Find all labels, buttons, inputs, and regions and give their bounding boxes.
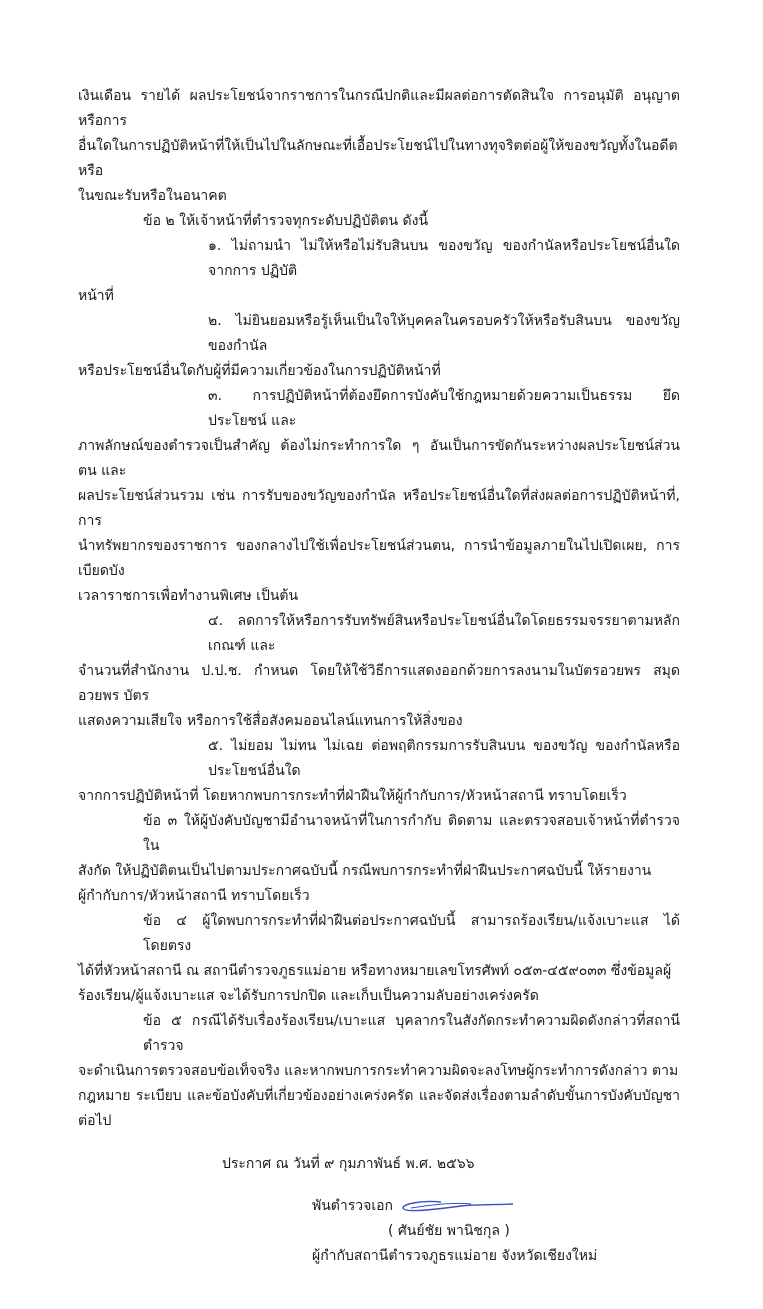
signatory-position: ผู้กำกับสถานีตำรวจภูธรแม่อาย จังหวัดเชียงใหม่ bbox=[312, 1248, 598, 1264]
body-line: ๕. ไม่ยอม ไม่ทน ไม่เฉย ต่อพฤติกรรมการรับสินบน ของขวัญ ของกำนัลหรือประโยชน์อื่นใด bbox=[208, 738, 680, 779]
body-line: อื่นใดในการปฏิบัติหน้าที่ให้เป็นไปในลักษณะที่เอื้อประโยชน์ไปในทางทุจริตต่อผู้ให้ของขวัญทั้งในอดีตหรือ bbox=[78, 138, 678, 179]
body-line: ได้ที่หัวหน้าสถานี ณ สถานีตำรวจภูธรแม่อาย หรือทางหมายเลขโทรศัพท์ ๐๕๓-๔๕๙๐๓๓ ซึ่งข้อมูลผู้ bbox=[78, 963, 672, 979]
body-line: ร้องเรียน/ผู้แจ้งเบาะแส จะได้รับการปกปิด และเก็บเป็นความลับอย่างเคร่งครัด bbox=[78, 988, 539, 1004]
body-line: หน้าที่ bbox=[78, 288, 114, 304]
body-line: ภาพลักษณ์ของตำรวจเป็นสำคัญ ต้องไม่กระทำการใด ๆ อันเป็นการขัดกันระหว่างผลประโยชน์ส่วนตน และ bbox=[78, 438, 680, 479]
body-line: จะดำเนินการตรวจสอบข้อเท็จจริง และหากพบการกระทำความผิดจะลงโทษผู้กระทำการดังกล่าว ตาม bbox=[78, 1063, 679, 1079]
body-line: ๔. ลดการให้หรือการรับทรัพย์สินหรือประโยชน์อื่นใดโดยธรรมจรรยาตามหลักเกณฑ์ และ bbox=[208, 613, 680, 654]
document-body bbox=[78, 84, 680, 1134]
body-line: เงินเดือน รายได้ ผลประโยชน์จากราชการในกรณีปกติและมีผลต่อการตัดสินใจ การอนุมัติ อนุญาต หรือการ bbox=[78, 88, 680, 129]
body-line: ผู้กำกับการ/หัวหน้าสถานี ทราบโดยเร็ว bbox=[78, 888, 310, 904]
announcement-date: ประกาศ ณ วันที่ ๙ กุมภาพันธ์ พ.ศ. ๒๕๖๖ bbox=[222, 1156, 475, 1172]
body-line: ข้อ ๕ กรณีได้รับเรื่องร้องเรียน/เบาะแส บุคลากรในสังกัดกระทำความผิดดังกล่าวที่สถานีตำรวจ bbox=[143, 1013, 680, 1054]
signature-block bbox=[78, 1194, 680, 1269]
body-line: จากการปฏิบัติหน้าที่ โดยหากพบการกระทำที่ฝ่าฝืนให้ผู้กำกับการ/หัวหน้าสถานี ทราบโดยเร็ว bbox=[78, 788, 627, 804]
body-line: ในขณะรับหรือในอนาคต bbox=[78, 188, 227, 204]
body-line: นำทรัพยากรของราชการ ของกลางไปใช้เพื่อประโยชน์ส่วนตน, การนำข้อมูลภายในไปเปิดเผย, การเบียดบัง bbox=[78, 538, 680, 579]
body-line: ผลประโยชน์ส่วนรวม เช่น การรับของขวัญของกำนัล หรือประโยชน์อื่นใดที่ส่งผลต่อการปฏิบัติหน้าที่, การ bbox=[78, 488, 680, 529]
body-line: ๑. ไม่ถามนำ ไม่ให้หรือไม่รับสินบน ของขวัญ ของกำนัลหรือประโยชน์อื่นใดจากการ ปฏิบัติ bbox=[208, 238, 680, 279]
body-line: เวลาราชการเพื่อทำงานพิเศษ เป็นต้น bbox=[78, 588, 299, 604]
handwritten-signature bbox=[401, 1196, 516, 1218]
signatory-rank-row bbox=[78, 1194, 680, 1219]
body-line: ๓. การปฏิบัติหน้าที่ต้องยึดการบังคับใช้กฎหมายด้วยความเป็นธรรม ยึดประโยชน์ และ bbox=[208, 388, 680, 429]
body-line: กฎหมาย ระเบียบ และข้อบังคับที่เกี่ยวข้องอย่างเคร่งครัด และจัดส่งเรื่องตามลำดับขั้นการบังคับบัญชาต่อไป bbox=[78, 1088, 680, 1129]
body-line: หรือประโยชน์อื่นใดกับผู้ที่มีความเกี่ยวข้องในการปฏิบัติหน้าที่ bbox=[78, 363, 441, 379]
body-line: แสดงความเสียใจ หรือการใช้สื่อสังคมออนไลน์แทนการให้สิ่งของ bbox=[78, 713, 463, 729]
signatory-name: ( ศันย์ชัย พานิชกุล ) bbox=[388, 1223, 510, 1239]
signatory-position-row bbox=[78, 1244, 680, 1269]
body-line: ข้อ ๔ ผู้ใดพบการกระทำที่ฝ่าฝืนต่อประกาศฉบับนี้ สามารถร้องเรียน/แจ้งเบาะแส ได้โดยตรง bbox=[143, 913, 680, 954]
body-line: สังกัด ให้ปฏิบัติตนเป็นไปตามประกาศฉบับนี้ กรณีพบการกระทำที่ฝ่าฝืนประกาศฉบับนี้ ให้รายงาน bbox=[78, 863, 652, 879]
signatory-rank: พันตำรวจเอก bbox=[312, 1198, 394, 1214]
body-line: จำนวนที่สำนักงาน ป.ป.ช. กำหนด โดยให้ใช้วิธีการแสดงออกด้วยการลงนามในบัตรอวยพร สมุดอวยพร บัตร bbox=[78, 663, 680, 704]
body-line: ข้อ ๓ ให้ผู้บังคับบัญชามีอำนาจหน้าที่ในการกำกับ ติดตาม และตรวจสอบเจ้าหน้าที่ตำรวจใน bbox=[143, 813, 680, 854]
body-line: ๒. ไม่ยินยอมหรือรู้เห็นเป็นใจให้บุคคลในครอบครัวให้หรือรับสินบน ของขวัญ ของกำนัล bbox=[208, 313, 680, 354]
body-line: ข้อ ๒ ให้เจ้าหน้าที่ตำรวจทุกระดับปฏิบัติตน ดังนี้ bbox=[143, 213, 429, 229]
signatory-name-row bbox=[78, 1219, 680, 1244]
